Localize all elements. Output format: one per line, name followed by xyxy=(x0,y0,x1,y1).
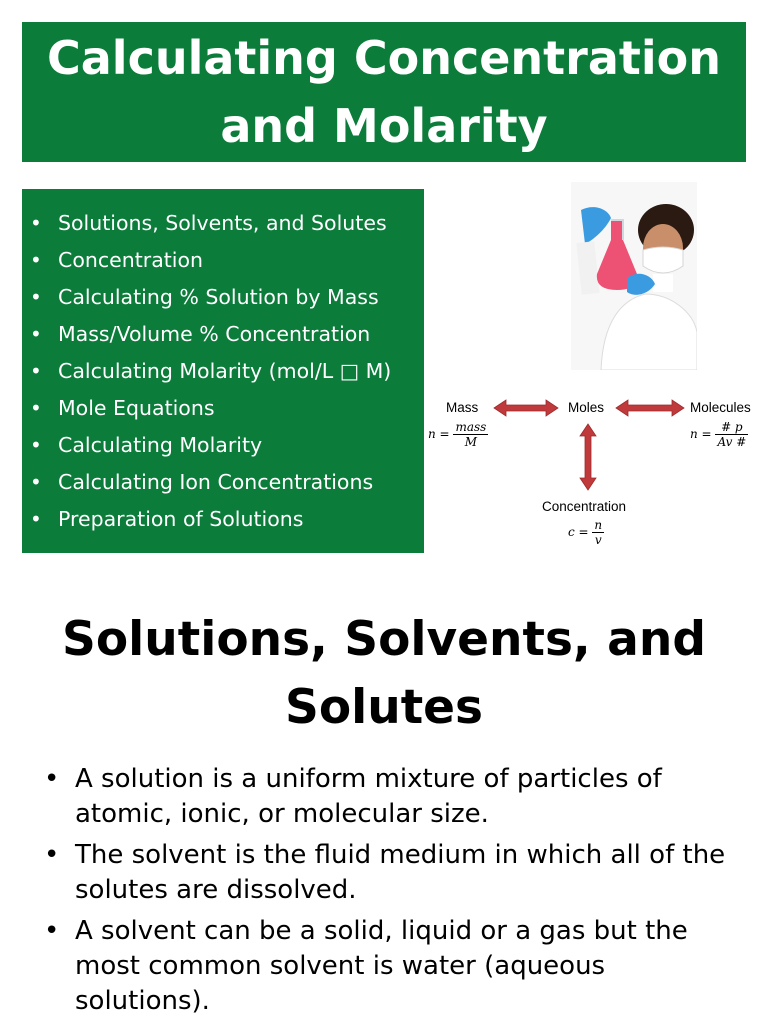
mass-formula-lhs: n = xyxy=(428,427,450,441)
topic-item: • Calculating Ion Concentrations xyxy=(30,464,424,501)
section-bullets xyxy=(44,762,744,1025)
concentration-formula xyxy=(568,518,604,547)
moles-concentration-arrow xyxy=(580,424,596,490)
molecules-formula-lhs: n = xyxy=(690,427,712,441)
concentration-formula-numerator: n xyxy=(594,518,603,532)
topic-item: • Calculating % Solution by Mass xyxy=(30,279,424,316)
topic-item: • Mole Equations xyxy=(30,390,424,427)
concentration-label: Concentration xyxy=(542,499,627,514)
moles-molecules-arrow xyxy=(616,400,684,416)
section-bullet: • A solvent can be a solid, liquid or a gas but the most common solvent is water (aqueous solutions). xyxy=(44,914,744,1019)
section-title-line-2: Solutes xyxy=(284,680,484,735)
topics-panel xyxy=(22,189,424,553)
topic-item: • Preparation of Solutions xyxy=(30,501,424,538)
mole-conversion-diagram xyxy=(420,388,768,558)
mass-formula xyxy=(428,420,488,449)
topic-item: • Calculating Molarity xyxy=(30,427,424,464)
title-line-2: and Molarity xyxy=(220,99,548,153)
topic-item: • Calculating Molarity (mol/L □ M) xyxy=(30,353,424,390)
molecules-label: Molecules xyxy=(690,400,751,415)
topic-item: • Concentration xyxy=(30,242,424,279)
concentration-formula-denominator: v xyxy=(594,533,602,547)
section-title xyxy=(0,606,768,742)
molecules-formula-numerator: # p xyxy=(715,420,748,435)
scientist-photo xyxy=(571,182,697,370)
mass-formula-numerator: mass xyxy=(455,420,487,434)
mass-moles-arrow xyxy=(494,400,558,416)
topic-item: • Mass/Volume % Concentration xyxy=(30,316,424,353)
concentration-formula-lhs: c = xyxy=(568,525,589,539)
section-title-line-1: Solutions, Solvents, and xyxy=(62,612,706,667)
scientist-illustration xyxy=(571,182,697,370)
section-bullet: • A solution is a uniform mixture of particles of atomic, ionic, or molecular size. xyxy=(44,762,744,832)
slide-title xyxy=(22,22,746,162)
section-bullet: • The solvent is the fluid medium in which all of the solutes are dissolved. xyxy=(44,838,744,908)
concentration-formula-fraction xyxy=(592,518,604,547)
topic-item: • Solutions, Solvents, and Solutes xyxy=(30,205,424,242)
title-line-1: Calculating Concentration xyxy=(47,31,721,85)
mass-formula-denominator: M xyxy=(464,435,478,449)
mass-label: Mass xyxy=(446,400,479,415)
mass-formula-fraction xyxy=(453,420,488,449)
molecules-formula-denominator: Av # xyxy=(717,435,747,449)
moles-label: Moles xyxy=(568,400,605,415)
molecules-formula-fraction xyxy=(715,420,748,449)
topics-list xyxy=(30,205,424,538)
molecules-formula xyxy=(690,420,748,449)
